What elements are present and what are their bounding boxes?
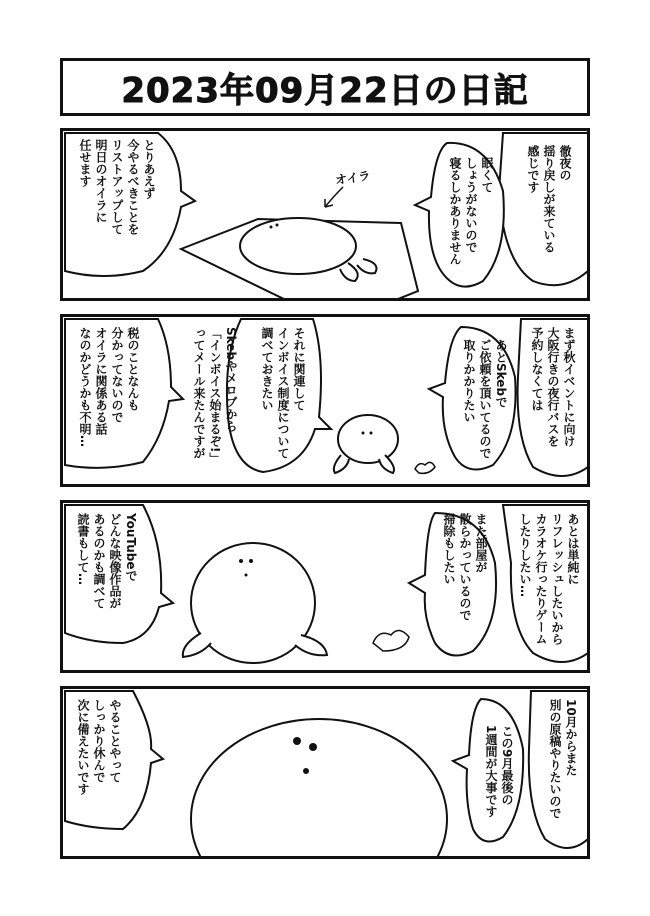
- bubble-4-right: 10月からまた 別の原稿やりたいので: [548, 699, 578, 819]
- oira-label: オイラ: [334, 168, 372, 188]
- panel-2-art: [63, 317, 590, 487]
- diary-title: 2023年09月22日の日記: [121, 70, 529, 111]
- comic-panel-4: [60, 686, 590, 859]
- comic-panel-2: [60, 314, 590, 487]
- bubble-2-center2: Skebやメロブから 「インボイス始まるぞ!」 ってメール来たんですが: [192, 327, 238, 465]
- bubble-2-center: それに関連して インボイス制度について 調べておきたい: [260, 327, 306, 459]
- comic-panel-3: [60, 500, 590, 673]
- bubble-4-mid: この9月最後の 1週間が大事です: [484, 725, 514, 818]
- bubble-2-mid: あとSkebで ご依頼を頂いてるので 取りかかりたい: [462, 339, 508, 459]
- panel-3-art: [63, 503, 590, 673]
- bubble-1-left: とりあえず 今やるべきことを リストアップして 明日のオイラに 任せます: [78, 139, 156, 235]
- bubble-3-mid: また部屋が 散らかっているので 掃除もしたい: [442, 513, 488, 621]
- comic-panel-1: [60, 128, 590, 301]
- bubble-1-mid: 眠くて しょうがないので 寝るしかありません: [448, 157, 494, 265]
- bubble-1-right: 徹夜の 揺り戻しが来ている 感じです: [526, 145, 572, 253]
- bubble-3-left: YouTubeで どんな映像作品が あるのかも調べて 読書もして…: [76, 513, 138, 609]
- diary-title-box: [60, 58, 590, 116]
- bubble-2-left: 税のことなんも 分かってないので オイラに関係ある話 なのかどうかも不明…: [78, 327, 140, 447]
- bubble-4-left: やることやって しっかり休んで 次に備えたいです: [76, 699, 122, 795]
- bubble-2-right: まず秋イベントに向け 大阪行きの夜行バスを 予約しなくては: [530, 327, 576, 447]
- bubble-3-right: あとは単純に リフレッシュしたいから カラオケ行ったりゲーム したりしたい…: [518, 513, 580, 645]
